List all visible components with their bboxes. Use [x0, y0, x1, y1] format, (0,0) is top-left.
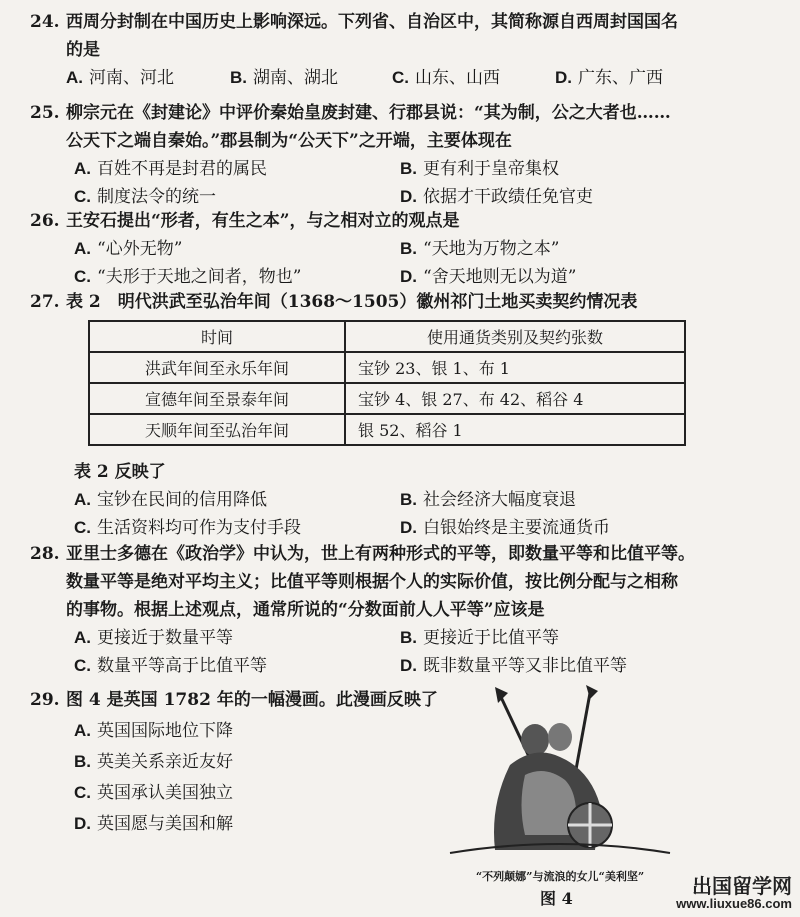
option-a[interactable]: A. “心外无物” — [74, 239, 183, 259]
table-header-row — [89, 321, 685, 352]
table-cell: 天顺年间至弘治年间 — [89, 414, 345, 445]
option-b[interactable]: B. 社会经济大幅度衰退 — [400, 490, 576, 510]
cartoon-caption: “不列颠娜”与流浪的女儿“美利坚” — [475, 870, 645, 883]
question-stem-cont: 的是 — [66, 40, 100, 60]
options-row — [30, 263, 775, 291]
question-stem: 柳宗元在《封建论》中评价秦始皇废封建、行郡县说：“其为制，公之大者也…… — [66, 103, 671, 123]
option-a[interactable]: A. 更接近于数量平等 — [74, 628, 233, 648]
question-26 — [30, 207, 775, 291]
option-b[interactable]: B. 英美关系亲近友好 — [74, 752, 233, 772]
table-row — [89, 352, 685, 383]
question-stem-cont: 公天下之端自秦始。”郡县制为“公天下”之开端，主要体现在 — [66, 131, 512, 151]
options-row — [30, 486, 775, 514]
option-c[interactable]: C. 山东、山西 — [392, 68, 500, 88]
options-row — [30, 64, 775, 92]
options-row — [30, 624, 775, 652]
option-b[interactable]: B. 湖南、湖北 — [230, 68, 338, 88]
question-27 — [30, 288, 775, 316]
option-a[interactable]: A. 百姓不再是封君的属民 — [74, 159, 267, 179]
option-d[interactable]: D. 英国愿与美国和解 — [74, 814, 233, 834]
options-row — [30, 514, 775, 542]
table-row — [89, 383, 685, 414]
question-stem-cont: 数量平等是绝对平均主义；比值平等则根据个人的实际价值，按比例分配与之相称 — [66, 572, 678, 592]
figure-label: 图 4 — [540, 889, 573, 908]
question-stem: 西周分封制在中国历史上影响深远。下列省、自治区中，其简称源自西周封国国名 — [66, 12, 678, 32]
table-cell: 洪武年间至永乐年间 — [89, 352, 345, 383]
option-c[interactable]: C. 制度法令的统一 — [74, 187, 216, 207]
question-24 — [30, 8, 775, 92]
options-row — [30, 652, 775, 680]
option-b[interactable]: B. “天地为万物之本” — [400, 239, 560, 259]
cartoon-illustration — [440, 685, 680, 860]
table-cell: 银 52、稻谷 1 — [345, 414, 685, 445]
question-25 — [30, 99, 775, 211]
table-header: 时间 — [89, 321, 345, 352]
question-number: 26. — [30, 211, 60, 231]
question-stem: 王安石提出“形者，有生之本”，与之相对立的观点是 — [66, 211, 460, 231]
option-a[interactable]: A. 河南、河北 — [66, 68, 174, 88]
question-number: 28. — [30, 544, 60, 564]
option-c[interactable]: C. 英国承认美国独立 — [74, 783, 233, 803]
table-header: 使用通货类别及契约张数 — [345, 321, 685, 352]
table-row — [89, 414, 685, 445]
question-number: 29. — [30, 690, 60, 710]
option-d[interactable]: D. 广东、广西 — [555, 68, 663, 88]
watermark-url: www.liuxue86.com — [676, 895, 792, 911]
option-b[interactable]: B. 更接近于比值平等 — [400, 628, 559, 648]
question-27-stem — [30, 458, 775, 542]
question-stem-cont: 的事物。根据上述观点，通常所说的“分数面前人人平等”应该是 — [66, 600, 545, 620]
option-a[interactable]: A. 宝钞在民间的信用降低 — [74, 490, 267, 510]
question-28 — [30, 540, 775, 680]
option-d[interactable]: D. 白银始终是主要流通货币 — [400, 518, 610, 538]
option-c[interactable]: C. 数量平等高于比值平等 — [74, 656, 267, 676]
question-number: 25. — [30, 103, 60, 123]
option-c[interactable]: C. “夫形于天地之间者，物也” — [74, 267, 302, 287]
site-watermark — [676, 875, 792, 911]
table-cell: 宝钞 23、银 1、布 1 — [345, 352, 685, 383]
option-d[interactable]: D. “舍天地则无以为道” — [400, 267, 577, 287]
option-a[interactable]: A. 英国国际地位下降 — [74, 721, 233, 741]
question-number: 24. — [30, 12, 60, 32]
options-row — [30, 235, 775, 263]
option-b[interactable]: B. 更有利于皇帝集权 — [400, 159, 559, 179]
question-number: 27. — [30, 292, 60, 312]
question-stem: 表 2 反映了 — [74, 462, 166, 482]
question-stem: 亚里士多德在《政治学》中认为，世上有两种形式的平等，即数量平等和比值平等。 — [66, 544, 695, 564]
options-row — [30, 155, 775, 183]
table-cell: 宝钞 4、银 27、布 42、稻谷 4 — [345, 383, 685, 414]
table-title: 表 2 明代洪武至弘治年间（1368～1505）徽州祁门土地买卖契约情况表 — [66, 292, 638, 312]
watermark-title: 出国留学网 — [692, 873, 792, 898]
option-d[interactable]: D. 既非数量平等又非比值平等 — [400, 656, 627, 676]
question-29 — [30, 686, 450, 838]
option-d[interactable]: D. 依据才干政绩任免官吏 — [400, 187, 593, 207]
data-table — [88, 320, 686, 446]
question-stem: 图 4 是英国 1782 年的一幅漫画。此漫画反映了 — [66, 690, 438, 710]
option-c[interactable]: C. 生活资料均可作为支付手段 — [74, 518, 301, 538]
table-cell: 宣德年间至景泰年间 — [89, 383, 345, 414]
